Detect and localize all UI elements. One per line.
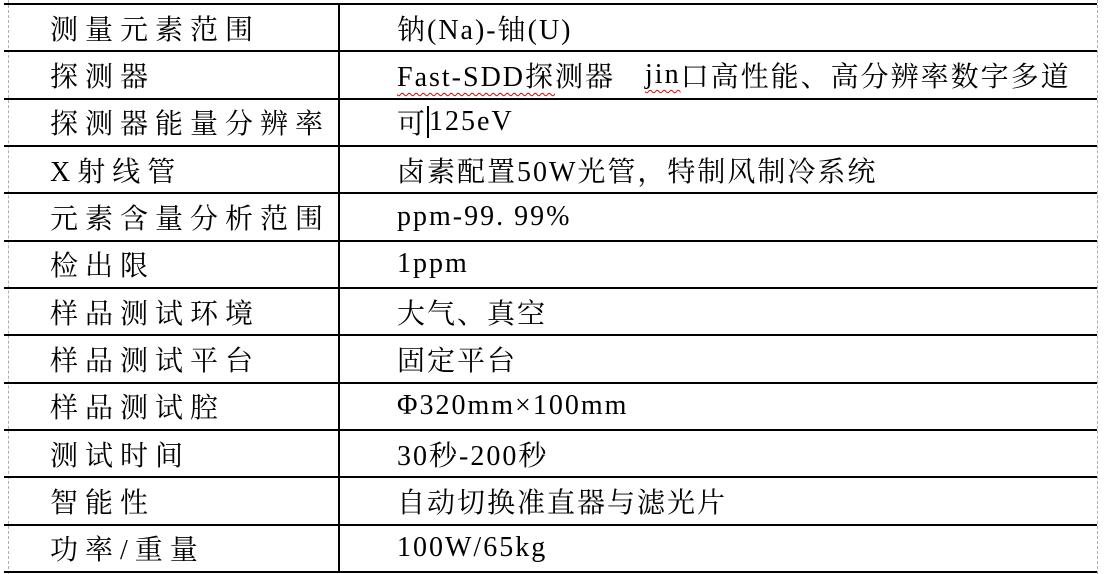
spec-value-text: 100W/65kg <box>397 532 548 564</box>
spec-value-cell[interactable] <box>340 431 1097 476</box>
spec-label-cell[interactable] <box>4 289 340 334</box>
table-row <box>4 478 1097 525</box>
table-row <box>4 5 1097 52</box>
table-row <box>4 289 1097 336</box>
spec-value-text: 测器 <box>555 61 646 93</box>
spec-label: X射线管 <box>50 156 183 188</box>
spec-value-cell[interactable] <box>340 100 1097 145</box>
spec-value-text: 30秒-200秒 <box>397 440 549 472</box>
spec-label-cell[interactable] <box>4 384 340 429</box>
spec-label: 测量元素范围 <box>50 14 261 46</box>
spec-value-cell[interactable] <box>340 478 1097 523</box>
spec-value-text-misspelled: Fast-SDD探 <box>397 61 556 93</box>
spec-value-cell[interactable] <box>340 242 1097 287</box>
spec-value-cell[interactable] <box>340 289 1097 334</box>
spec-value-text-misspelled: jin <box>645 58 681 90</box>
spec-label-cell[interactable] <box>4 242 340 287</box>
spec-label: 检出限 <box>50 251 156 283</box>
spec-value-cell[interactable] <box>340 147 1097 192</box>
spec-label-cell[interactable] <box>4 431 340 476</box>
table-row <box>4 52 1097 99</box>
spec-value-cell[interactable] <box>340 526 1097 571</box>
spec-value-text: 125eV <box>429 106 514 138</box>
spec-value-text: 1ppm <box>397 248 469 280</box>
right-margin-gridline <box>1097 0 1098 574</box>
spec-label-cell[interactable] <box>4 100 340 145</box>
spec-value-text: 可 <box>397 109 428 141</box>
spec-label-cell[interactable] <box>4 52 340 97</box>
specification-table <box>4 3 1097 573</box>
spec-value-cell[interactable] <box>340 384 1097 429</box>
spec-label-cell[interactable] <box>4 5 340 50</box>
spec-label: 探测器 <box>50 61 156 93</box>
spec-value-cell[interactable] <box>340 5 1097 50</box>
table-row <box>4 147 1097 194</box>
spec-value-text: 口高性能、高分辨率数字多道 <box>680 61 1071 93</box>
table-row <box>4 526 1097 573</box>
spec-label: 测试时间 <box>50 440 191 472</box>
table-row <box>4 242 1097 289</box>
spec-label: 智能性 <box>50 487 156 519</box>
spec-label: 功率/重量 <box>50 535 205 567</box>
spec-label: 样品测试腔 <box>50 393 226 425</box>
spec-label-cell[interactable] <box>4 526 340 571</box>
spec-value-cell[interactable] <box>340 194 1097 239</box>
spec-label: 探测器能量分辨率 <box>50 109 331 141</box>
spec-value-text: ppm-99. 99% <box>397 200 572 232</box>
spec-label: 元素含量分析范围 <box>50 203 331 235</box>
table-row <box>4 194 1097 241</box>
spec-value-text: 钠(Na)-铀(U) <box>397 14 573 46</box>
table-row <box>4 100 1097 147</box>
spec-value-text: Φ320mm×100mm <box>397 390 629 422</box>
spec-label-cell[interactable] <box>4 336 340 381</box>
spec-value-cell[interactable] <box>340 52 1097 97</box>
spec-value-text: 大气、真空 <box>397 298 548 330</box>
spec-label-cell[interactable] <box>4 478 340 523</box>
spec-label-cell[interactable] <box>4 194 340 239</box>
table-row <box>4 384 1097 431</box>
spec-label-cell[interactable] <box>4 147 340 192</box>
spec-label: 样品测试环境 <box>50 298 261 330</box>
spec-value-text: 卤素配置50W光管，特制风制冷系统 <box>397 156 878 188</box>
spec-value-text: 固定平台 <box>397 345 518 377</box>
spec-value-cell[interactable] <box>340 336 1097 381</box>
spec-label: 样品测试平台 <box>50 345 261 377</box>
table-row <box>4 431 1097 478</box>
spec-value-text: 自动切换准直器与滤光片 <box>397 487 728 519</box>
table-row <box>4 336 1097 383</box>
